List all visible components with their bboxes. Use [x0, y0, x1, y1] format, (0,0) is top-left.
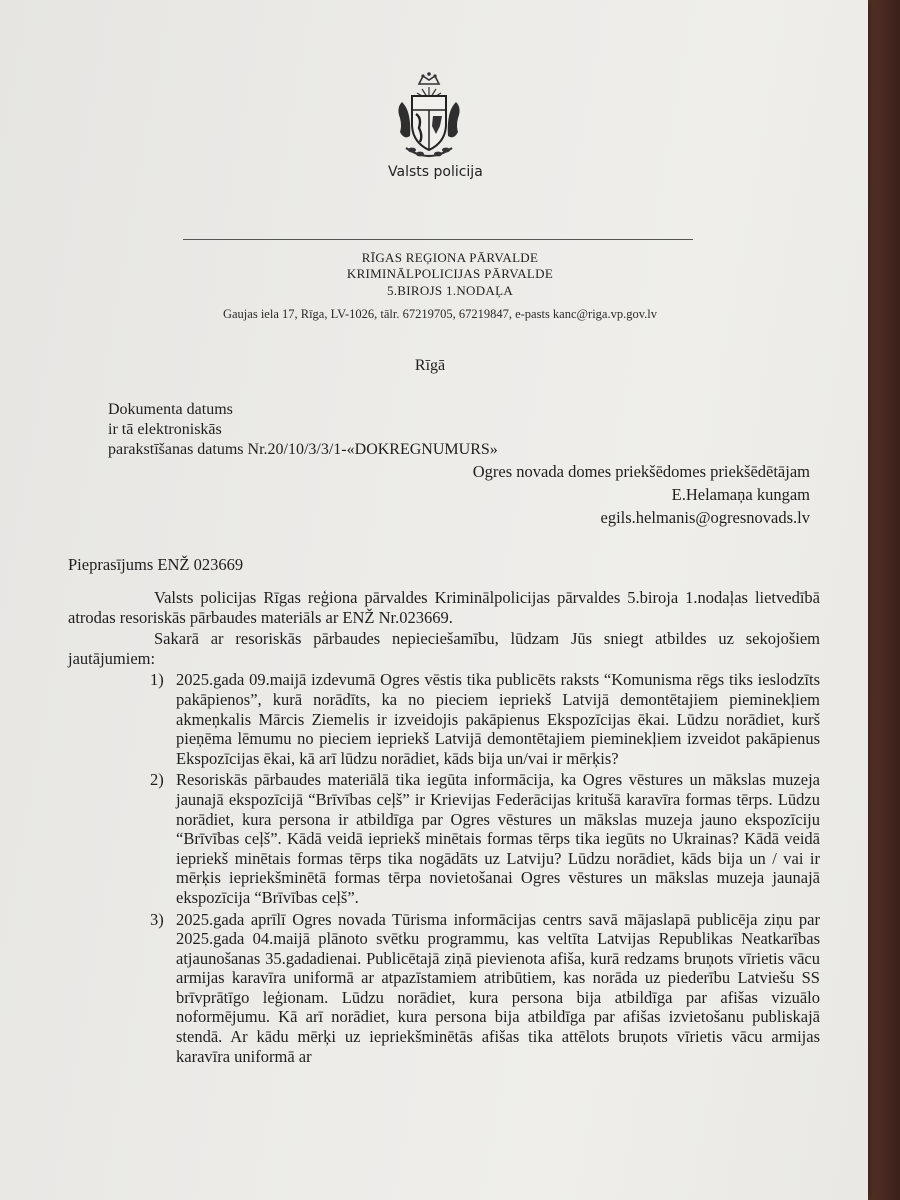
recipient-name: E.Helamaņa kungam [671, 485, 810, 504]
list-item-number: 2) [150, 770, 164, 790]
place-of-issue: Rīgā [414, 357, 446, 374]
list-item [68, 770, 820, 907]
document-signature-line: ir tā elektroniskās [108, 421, 222, 438]
list-item-text: Resoriskās pārbaudes materiālā tika iegūta informācija, ka Ogres vēstures un mākslas muzeja jaunajā ekspozīcijā “Brīvības ceļš” ir Krievijas Federācijas kritušā karavīra formas tērps. Lūdzu norādiet, kura persona ir atbildīga par Ogres vēstures un mākslas muzeja jauno ekspozīciju “Brīvības ceļš”. Kādā veidā iepriekš minētais formas tērps tika iegūts no Ukrainas? Kādā veidā iepriekš minētais formas tērps tika nogādāts uz Latviju? Lūdzu norādiet, kāds bija un / vai ir mērķis iepriekšminētā formas tērpa novietošanai Ogres vēstures un mākslas muzeja jaunajā ekspozīcija “Brīvības ceļš”. [176, 770, 820, 907]
letter-subject: Pieprasījums ENŽ 023669 [68, 555, 244, 574]
list-item [68, 910, 820, 1067]
unit-line-region: RĪGAS REĢIONA PĀRVALDE [361, 250, 539, 265]
list-item-text: 2025.gada 09.maijā izdevumā Ogres vēstis tika publicēts raksts “Komunisma rēgs tiks ieslodzīts pakāpienos”, kurā norādīts, ka no pieciem iepriekš Latvijā demontētajiem pieminekļiem akmeņkalis Mārcis Ziemelis ir izveidojis pakāpienus Ekspozīcijas ēkai. Lūdzu norādiet, kurš pieņēma lēmumu no pieciem iepriekš Latvijā demontētajiem pieminekļiem izveidot pakāpienus Ekspozīcijas ēkai, kā arī lūdzu norādiet, kāds bija un/vai ir mērķis? [176, 670, 820, 768]
body-paragraph-request: Sakarā ar resoriskās pārbaudes nepieciešamību, lūdzam Jūs sniegt atbildes uz sekojošiem jautājumiem: [68, 629, 820, 668]
letter-body [68, 588, 820, 1068]
document-meta [108, 400, 498, 460]
document-number-line: parakstīšanas datums Nr.20/10/3/3/1-«DOKREGNUMURS» [108, 441, 498, 458]
question-list [68, 670, 820, 1066]
body-paragraph-intro: Valsts policijas Rīgas reģiona pārvaldes Kriminālpolicijas pārvaldes 5.biroja 1.nodaļas lietvedībā atrodas resoriskās pārbaudes materiāls ar ENŽ Nr.023669. [68, 588, 820, 627]
list-item-number: 3) [150, 909, 164, 929]
list-item [68, 670, 820, 768]
recipient-title: Ogres novada domes priekšēdomes priekšēdētājam [472, 462, 810, 481]
list-item-number: 1) [150, 670, 164, 690]
letterhead-divider [183, 239, 693, 240]
unit-line-division: KRIMINĀLPOLICIJAS PĀRVALDE [346, 266, 554, 281]
unit-line-bureau: 5.BIROJS 1.NODAĻA [386, 283, 514, 298]
document-date-line: Dokumenta datums [108, 401, 233, 418]
recipient-block [473, 460, 810, 529]
list-item-text: 2025.gada aprīlī Ogres novada Tūrisma informācijas centrs savā mājaslapā publicēja ziņu par 2025.gada 04.maijā plānoto svētku programmu, kas veltīta Latvijas Republikas Neatkarības atjaunošanas 35.gadadienai. Publicētajā ziņā pievienota afiša, kurā redzams bruņots vīrietis vācu armijas karavīra uniformā ar atpazīstamiem atribūtiem, kas norāda uz piederību Latviešu SS brīvprātīgo leģionam. Lūdzu norādiet, kura persona bija atbildīga par afišas vizuālo noformējumu. Kā arī norādiet, kura persona bija atbildīga par afišas izvietošanu publiskajā stendā. Ar kādu mērķi uz iepriekšminētās afišas tika attēlots bruņots vīrietis vācu armijas karavīra uniformā ar [176, 909, 820, 1066]
agency-name: Valsts policija [388, 164, 483, 180]
letterhead-address: Gaujas iela 17, Rīga, LV-1026, tālr. 67219705, 67219847, e-pasts kanc@riga.vp.gov.lv [222, 307, 658, 321]
latvia-coat-of-arms-icon [392, 70, 466, 160]
recipient-email: egils.helmanis@ogresnovads.lv [600, 508, 810, 527]
